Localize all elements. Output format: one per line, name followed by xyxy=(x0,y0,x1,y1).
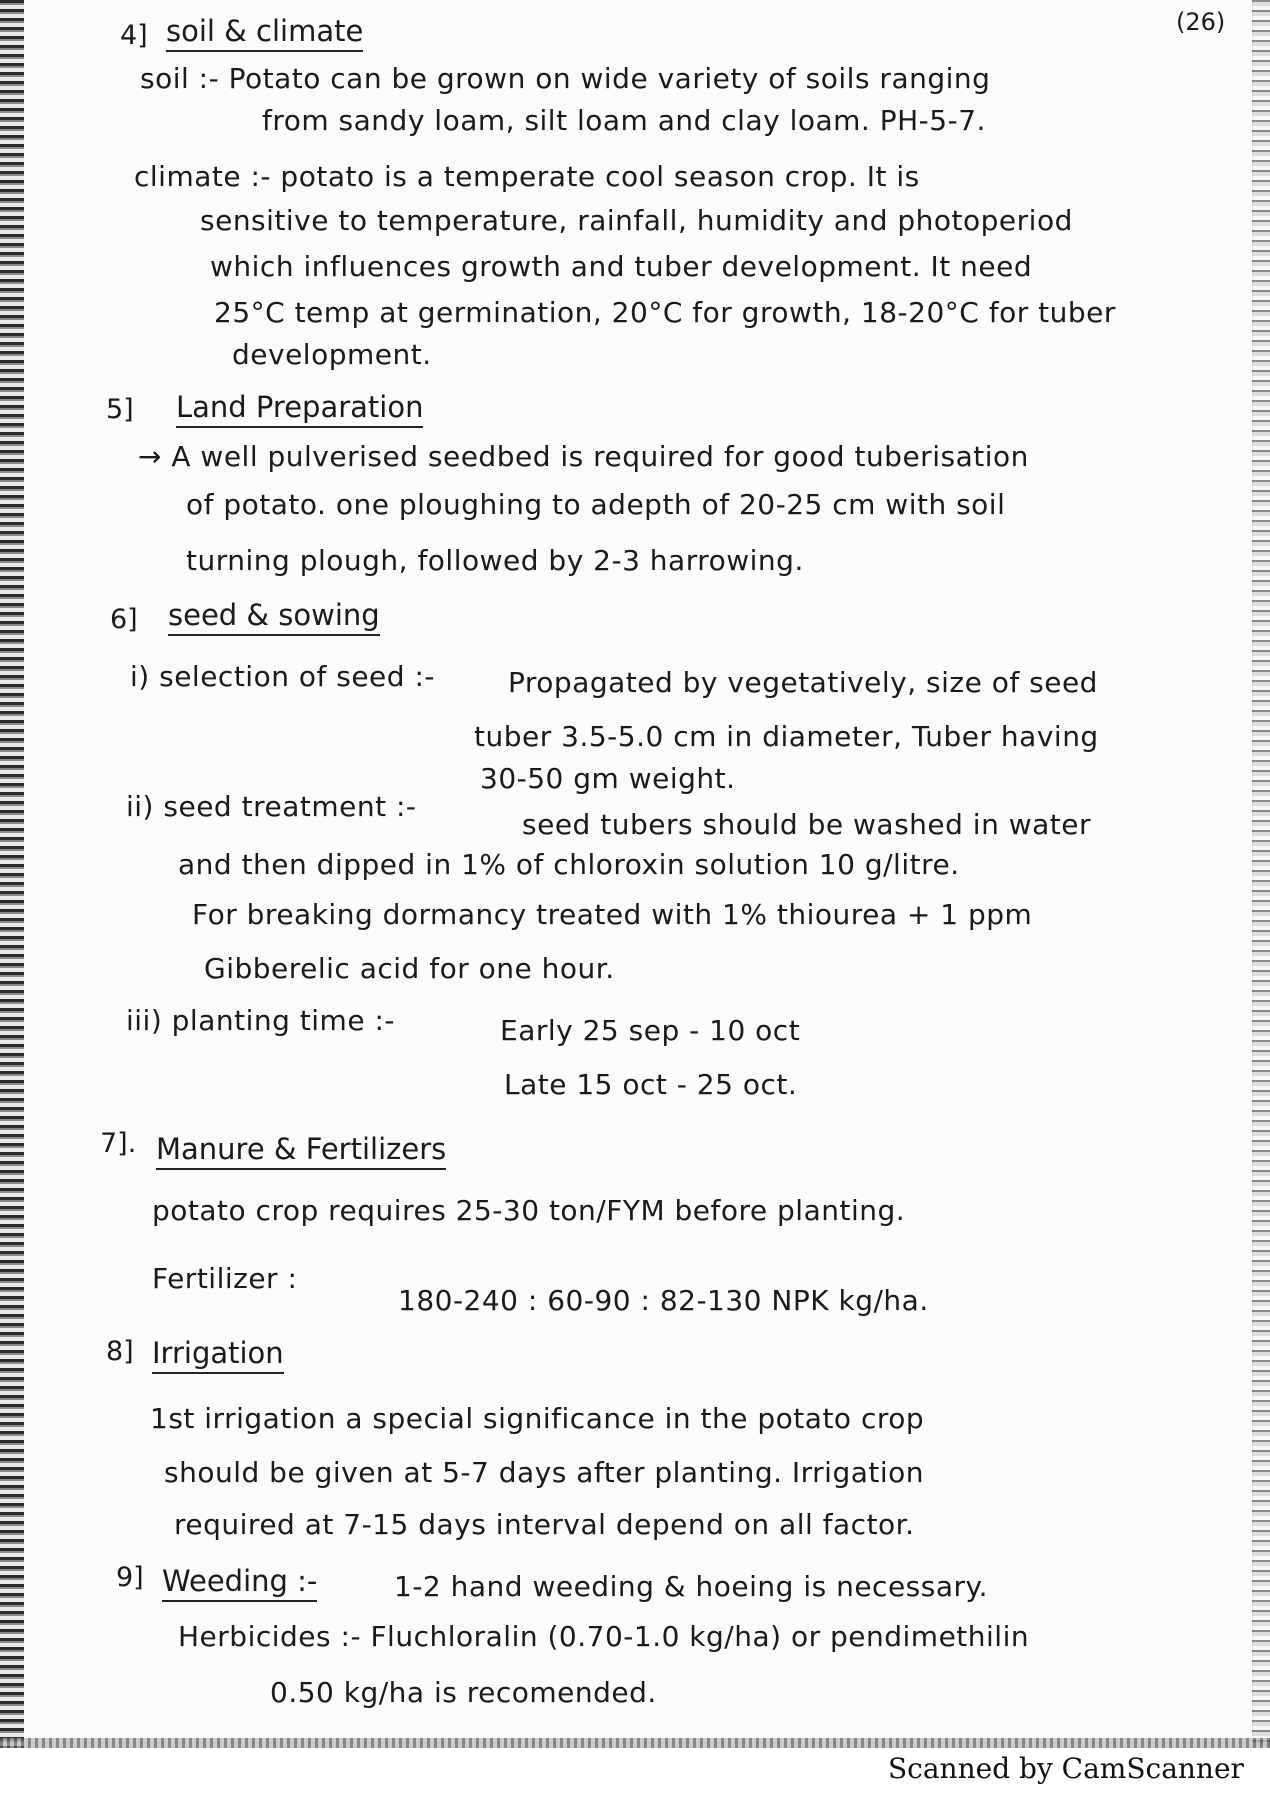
climate-line-1: climate :- potato is a temperate cool season crop. It is xyxy=(134,160,920,193)
page-number: (26) xyxy=(1176,8,1226,36)
seed-treatment-line-4: Gibberelic acid for one hour. xyxy=(204,952,615,985)
seed-treatment-line-1: seed tubers should be washed in water xyxy=(522,808,1091,841)
section-8-number: 8] xyxy=(106,1336,134,1367)
page-bottom-edge xyxy=(0,1738,1270,1748)
seed-selection-line-2: tuber 3.5-5.0 cm in diameter, Tuber having xyxy=(474,720,1099,753)
page-binding-edge xyxy=(0,0,24,1748)
manure-line: potato crop requires 25-30 ton/FYM before planting. xyxy=(152,1194,906,1227)
weeding-line-1: 1-2 hand weeding & hoeing is necessary. xyxy=(394,1570,989,1603)
planting-time-early: Early 25 sep - 10 oct xyxy=(500,1014,801,1047)
seed-treatment-line-2: and then dipped in 1% of chloroxin solution 10 g/litre. xyxy=(178,848,960,881)
section-6-number: 6] xyxy=(110,604,138,635)
section-7-number: 7]. xyxy=(100,1128,137,1159)
herbicides-line-2: 0.50 kg/ha is recomended. xyxy=(270,1676,657,1709)
climate-line-2: sensitive to temperature, rainfall, humidity and photoperiod xyxy=(200,204,1073,237)
section-5-number: 5] xyxy=(106,394,134,425)
fertilizer-label: Fertilizer : xyxy=(152,1262,298,1295)
planting-time-label: iii) planting time :- xyxy=(126,1004,395,1037)
fertilizer-dose: 180-240 : 60-90 : 82-130 NPK kg/ha. xyxy=(398,1284,929,1317)
seed-selection-label: i) selection of seed :- xyxy=(130,660,435,693)
climate-line-4: 25°C temp at germination, 20°C for growth, 18-20°C for tuber xyxy=(214,296,1116,329)
scanner-watermark: Scanned by CamScanner xyxy=(888,1752,1244,1785)
herbicides-line: Herbicides :- Fluchloralin (0.70-1.0 kg/ha) or pendimethilin xyxy=(178,1620,1030,1653)
section-8-title: Irrigation xyxy=(152,1336,284,1374)
page-right-edge xyxy=(1252,0,1270,1748)
land-prep-line-1: → A well pulverised seedbed is required for good tuberisation xyxy=(138,440,1029,473)
section-9-number: 9] xyxy=(116,1562,144,1593)
section-5-title: Land Preparation xyxy=(176,390,423,428)
section-4-number: 4] xyxy=(120,20,148,51)
soil-line-1: soil :- Potato can be grown on wide variety of soils ranging xyxy=(140,62,991,95)
section-4-title: soil & climate xyxy=(166,14,363,52)
land-prep-line-2: of potato. one ploughing to adepth of 20-25 cm with soil xyxy=(186,488,1006,521)
section-6-title: seed & sowing xyxy=(168,598,380,636)
seed-treatment-label: ii) seed treatment :- xyxy=(126,790,417,823)
climate-line-5: development. xyxy=(232,338,432,371)
irrigation-line-3: required at 7-15 days interval depend on all factor. xyxy=(174,1508,915,1541)
irrigation-line-1: 1st irrigation a special significance in the potato crop xyxy=(150,1402,925,1435)
seed-selection-line-3: 30-50 gm weight. xyxy=(480,762,736,795)
planting-time-late: Late 15 oct - 25 oct. xyxy=(504,1068,798,1101)
seed-selection-line-1: Propagated by vegetatively, size of seed xyxy=(508,666,1098,699)
section-7-title: Manure & Fertilizers xyxy=(156,1132,446,1170)
seed-treatment-line-3: For breaking dormancy treated with 1% thiourea + 1 ppm xyxy=(192,898,1033,931)
soil-line-2: from sandy loam, silt loam and clay loam. PH-5-7. xyxy=(262,104,986,137)
climate-line-3: which influences growth and tuber development. It need xyxy=(210,250,1033,283)
irrigation-line-2: should be given at 5-7 days after planting. Irrigation xyxy=(164,1456,925,1489)
section-9-title: Weeding :- xyxy=(162,1564,317,1602)
land-prep-line-3: turning plough, followed by 2-3 harrowing. xyxy=(186,544,804,577)
